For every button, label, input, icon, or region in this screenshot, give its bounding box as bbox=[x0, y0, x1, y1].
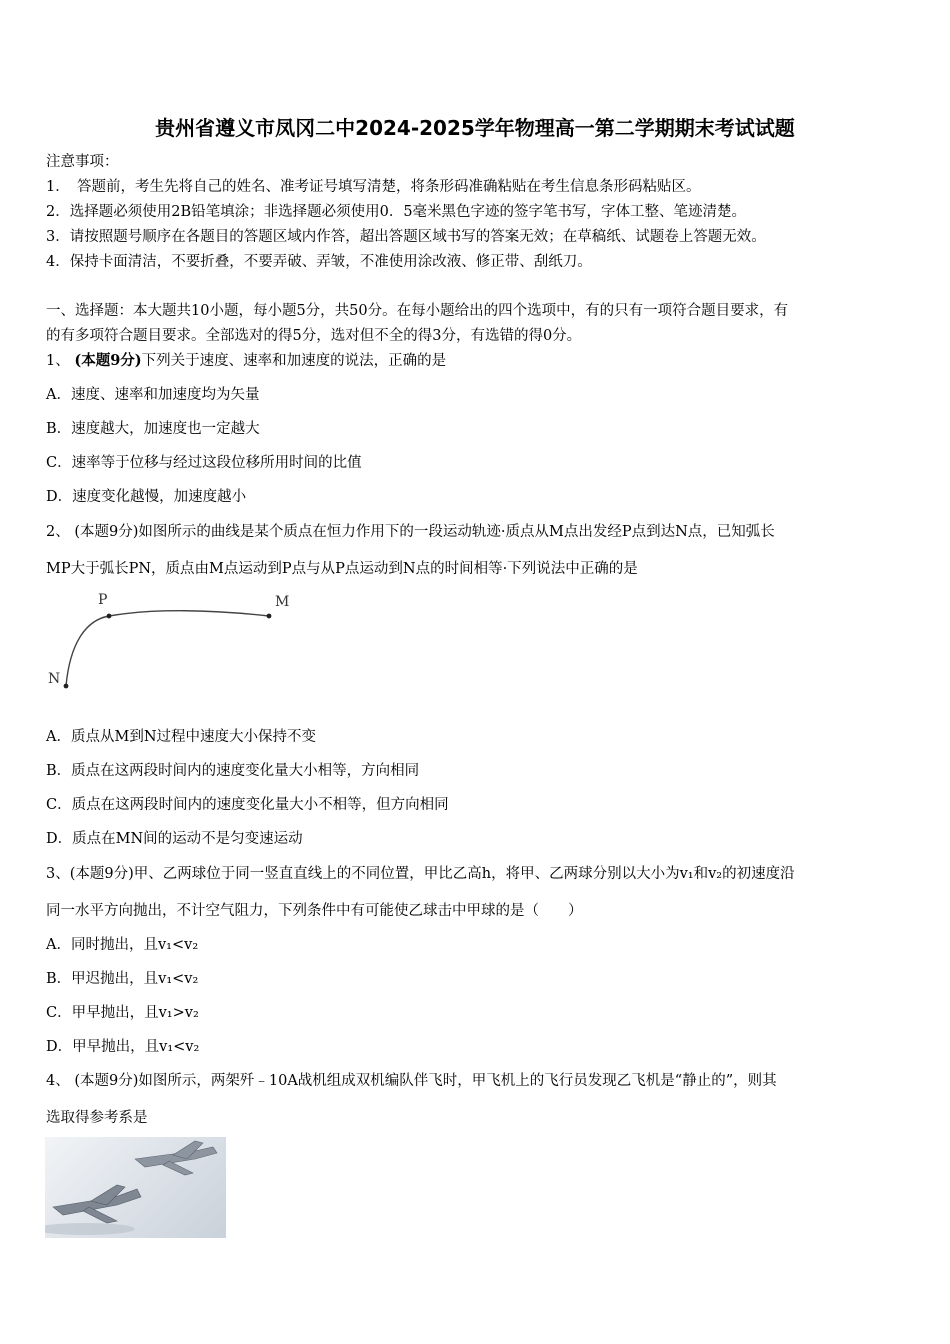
question-2-option-b: B．质点在这两段时间内的速度变化量大小相等，方向相同 bbox=[46, 763, 420, 779]
question-1-option-a: A．速度、速率和加速度均为矢量 bbox=[46, 387, 260, 403]
question-2-option-c: C．质点在这两段时间内的速度变化量大小不相等，但方向相同 bbox=[46, 797, 449, 813]
question-2-stem-line1: 2、 (本题9分)如图所示的曲线是某个质点在恒力作用下的一段运动轨迹·质点从M点出发经P点到达N点，已知弧长 bbox=[46, 524, 775, 540]
question-3-option-d: D．甲早抛出，且v₁<v₂ bbox=[46, 1039, 200, 1055]
question-1-option-d: D．速度变化越慢，加速度越小 bbox=[46, 489, 247, 505]
point-p bbox=[107, 614, 112, 619]
page-title: 贵州省遵义市凤冈二中2024-2025学年物理高一第二学期期末考试试题 bbox=[155, 116, 795, 140]
question-3-option-b: B．甲迟抛出，且v₁<v₂ bbox=[46, 971, 199, 987]
question-1-option-b: B．速度越大，加速度也一定越大 bbox=[46, 421, 260, 437]
label-n: N bbox=[48, 671, 61, 687]
question-1-stem bbox=[46, 351, 906, 371]
question-1-text: 下列关于速度、速率和加速度的说法，正确的是 bbox=[141, 353, 447, 369]
jet-upper bbox=[135, 1141, 217, 1175]
question-4-stem-line1: 4、 (本题9分)如图所示，两架歼﹣10A战机组成双机编队伴飞时，甲飞机上的飞行员发现乙飞机是“静止的”，则其 bbox=[46, 1073, 777, 1089]
question-1-tag: (本题9分) bbox=[74, 352, 142, 369]
question-2-option-a: A．质点从M到N过程中速度大小保持不变 bbox=[46, 729, 317, 745]
trajectory-figure bbox=[44, 588, 304, 698]
notice-item-1: 1． 答题前，考生先将自己的姓名、准考证号填写清楚，将条形码准确粘贴在考生信息条形码粘贴区。 bbox=[46, 179, 701, 195]
question-3-option-c: C．甲早抛出，且v₁>v₂ bbox=[46, 1005, 199, 1021]
label-p: P bbox=[98, 592, 108, 608]
question-2-option-d: D．质点在MN间的运动不是匀变速运动 bbox=[46, 831, 303, 847]
trajectory-curve bbox=[66, 611, 269, 686]
question-2-stem-line2: MP大于弧长PN，质点由M点运动到P点与从P点运动到N点的时间相等·下列说法中正确的是 bbox=[46, 561, 638, 577]
question-3-option-a: A．同时抛出，且v₁<v₂ bbox=[46, 937, 199, 953]
label-m: M bbox=[275, 594, 290, 610]
section-instructions-line1: 一、选择题：本大题共10小题，每小题5分，共50分。在每小题给出的四个选项中，有的只有一项符合题目要求，有 bbox=[46, 303, 789, 319]
question-3-stem-line1: 3、(本题9分)甲、乙两球位于同一竖直直线上的不同位置，甲比乙高h，将甲、乙两球分别以大小为v₁和v₂的初速度沿 bbox=[46, 866, 795, 882]
fighter-jets-image bbox=[45, 1137, 226, 1238]
question-3-stem-line2: 同一水平方向抛出，不计空气阻力，下列条件中有可能使乙球击中甲球的是（ ） bbox=[46, 903, 583, 919]
fighter-jets-photo bbox=[45, 1137, 226, 1238]
question-1-option-c: C．速率等于位移与经过这段位移所用时间的比值 bbox=[46, 455, 362, 471]
question-4-stem-line2: 选取得参考系是 bbox=[46, 1110, 148, 1126]
notice-item-2: 2．选择题必须使用2B铅笔填涂；非选择题必须使用0．5毫米黑色字迹的签字笔书写，字体工整、笔迹清楚。 bbox=[46, 204, 747, 220]
jet-lower bbox=[53, 1185, 141, 1223]
notice-item-4: 4．保持卡面清洁，不要折叠，不要弄破、弄皱，不准使用涂改液、修正带、刮纸刀。 bbox=[46, 254, 592, 270]
question-1-number: 1、 bbox=[46, 353, 70, 369]
point-m bbox=[267, 614, 272, 619]
notice-item-3: 3．请按照题号顺序在各题目的答题区域内作答，超出答题区域书写的答案无效；在草稿纸、试题卷上答题无效。 bbox=[46, 229, 766, 245]
section-instructions-line2: 的有多项符合题目要求。全部选对的得5分，选对但不全的得3分，有选错的得0分。 bbox=[46, 328, 582, 344]
point-n bbox=[64, 684, 69, 689]
notice-heading: 注意事项： bbox=[46, 154, 119, 170]
